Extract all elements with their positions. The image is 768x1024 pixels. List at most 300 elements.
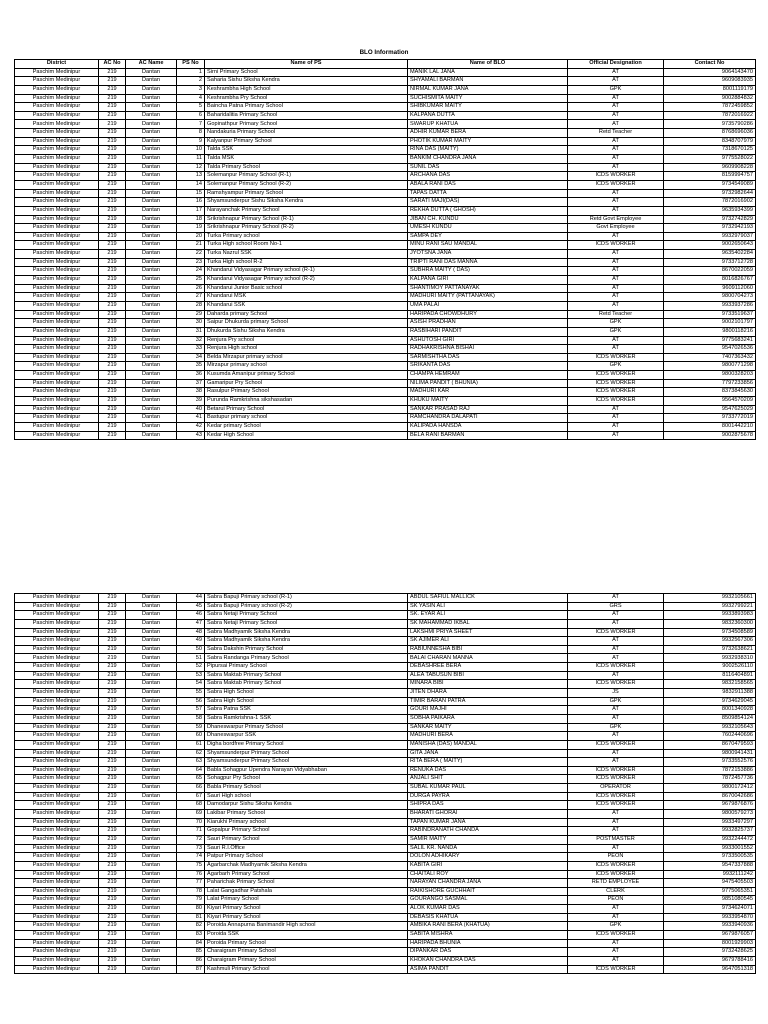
ps-no-cell: 44 (177, 594, 205, 603)
blo-name-cell: DOLON ADHIKARY (408, 853, 568, 862)
ac-no-cell: 219 (99, 362, 126, 371)
ac-name-cell: Dantan (126, 594, 177, 603)
ps-no-cell: 71 (177, 827, 205, 836)
ac-name-cell: Dantan (126, 163, 177, 172)
blo-name-cell: ALOK KUMAR DAS (408, 905, 568, 914)
ac-no-cell: 219 (99, 758, 126, 767)
ac-no-cell: 219 (99, 310, 126, 319)
contact-no-cell: 9932567306 (664, 637, 756, 646)
contact-no-cell: 9800941431 (664, 749, 756, 758)
blo-name-cell: KALPANA DUTTA (408, 111, 568, 120)
designation-cell: AT (568, 714, 664, 723)
table-row (15, 111, 756, 120)
ps-name-cell: Charaigram Primary School (205, 956, 408, 965)
table-row (15, 310, 756, 319)
table-row (15, 345, 756, 354)
designation-cell: Retd Govt Employee (568, 215, 664, 224)
contact-no-cell: 9775528022 (664, 155, 756, 164)
contact-no-cell: 9775683241 (664, 336, 756, 345)
table-row (15, 948, 756, 957)
district-cell: Paschim Medinipur (15, 896, 99, 905)
contact-no-cell: 8116404891 (664, 671, 756, 680)
contact-no-cell: 9002650643 (664, 241, 756, 250)
ac-name-cell: Dantan (126, 680, 177, 689)
designation-cell: GPK (568, 319, 664, 328)
ps-no-cell: 29 (177, 310, 205, 319)
blo-name-cell: RABINDRANATH CHANDA (408, 827, 568, 836)
table-row (15, 706, 756, 715)
contact-no-cell: 9800771298 (664, 362, 756, 371)
ps-no-cell: 39 (177, 396, 205, 405)
ac-name-cell: Dantan (126, 784, 177, 793)
ps-no-cell: 13 (177, 172, 205, 181)
ps-name-cell: Renjura Pry school (205, 336, 408, 345)
table-row (15, 758, 756, 767)
ac-no-cell: 219 (99, 250, 126, 259)
blo-name-cell: RADHAKRISHNA BISHAI (408, 345, 568, 354)
district-cell: Paschim Medinipur (15, 714, 99, 723)
ps-no-cell: 74 (177, 853, 205, 862)
contact-no-cell: 9832360300 (664, 619, 756, 628)
designation-cell: AT (568, 68, 664, 77)
ps-name-cell: Kalyanpur Primary School (205, 137, 408, 146)
district-cell: Paschim Medinipur (15, 146, 99, 155)
ac-no-cell: 219 (99, 103, 126, 112)
ac-name-cell: Dantan (126, 180, 177, 189)
designation-cell: AT (568, 250, 664, 259)
designation-cell: ICDS WORKER (568, 861, 664, 870)
designation-cell: AT (568, 111, 664, 120)
ps-name-cell: Lalat Gangadhar Patshala (205, 887, 408, 896)
ac-name-cell: Dantan (126, 258, 177, 267)
contact-no-cell: 9734549089 (664, 180, 756, 189)
ac-name-cell: Dantan (126, 671, 177, 680)
designation-cell: AT (568, 276, 664, 285)
district-cell: Paschim Medinipur (15, 94, 99, 103)
table-row (15, 224, 756, 233)
ac-name-cell: Dantan (126, 801, 177, 810)
table-row (15, 965, 756, 974)
header-ac-no: AC No (99, 60, 126, 69)
ps-no-cell: 78 (177, 887, 205, 896)
ac-no-cell: 219 (99, 714, 126, 723)
table-row (15, 784, 756, 793)
district-cell: Paschim Medinipur (15, 844, 99, 853)
ac-name-cell: Dantan (126, 706, 177, 715)
designation-cell: AT (568, 103, 664, 112)
designation-cell: AT (568, 198, 664, 207)
table-row (15, 835, 756, 844)
table-row (15, 645, 756, 654)
ac-no-cell: 219 (99, 844, 126, 853)
ac-no-cell: 219 (99, 930, 126, 939)
ac-name-cell: Dantan (126, 775, 177, 784)
table-row (15, 714, 756, 723)
designation-cell: GPK (568, 327, 664, 336)
ac-no-cell: 219 (99, 224, 126, 233)
ac-no-cell: 219 (99, 293, 126, 302)
table-row (15, 619, 756, 628)
contact-no-cell: 9064143470 (664, 68, 756, 77)
table-row (15, 818, 756, 827)
district-cell: Paschim Medinipur (15, 422, 99, 431)
ac-no-cell: 219 (99, 94, 126, 103)
ac-no-cell: 219 (99, 284, 126, 293)
ps-name-cell: Talda SSK (205, 146, 408, 155)
ac-name-cell: Dantan (126, 663, 177, 672)
ac-name-cell: Dantan (126, 77, 177, 86)
ps-name-cell: Baincha Patna Primary School (205, 103, 408, 112)
blo-name-cell: SUBAL KUMAR PAUL (408, 784, 568, 793)
ps-no-cell: 50 (177, 645, 205, 654)
ps-no-cell: 16 (177, 198, 205, 207)
table-row (15, 250, 756, 259)
table-row (15, 939, 756, 948)
table-row (15, 94, 756, 103)
district-cell: Paschim Medinipur (15, 137, 99, 146)
table-row (15, 913, 756, 922)
ac-no-cell: 219 (99, 956, 126, 965)
ac-name-cell: Dantan (126, 310, 177, 319)
ac-no-cell: 219 (99, 827, 126, 836)
table-row (15, 146, 756, 155)
blo-name-cell: ABALA RANI DAS (408, 180, 568, 189)
designation-cell: AT (568, 956, 664, 965)
district-cell: Paschim Medinipur (15, 930, 99, 939)
ps-name-cell: Turka High school Room No-1 (205, 241, 408, 250)
ac-name-cell: Dantan (126, 602, 177, 611)
district-cell: Paschim Medinipur (15, 637, 99, 646)
designation-cell: ICDS WORKER (568, 379, 664, 388)
district-cell: Paschim Medinipur (15, 922, 99, 931)
contact-no-cell: 9733519637 (664, 310, 756, 319)
ps-name-cell: Saharia Sishu Siksha Kendra (205, 77, 408, 86)
ac-name-cell: Dantan (126, 422, 177, 431)
blo-name-cell: DEBASHREE BERA (408, 663, 568, 672)
district-cell: Paschim Medinipur (15, 68, 99, 77)
ac-no-cell: 219 (99, 120, 126, 129)
ps-no-cell: 20 (177, 232, 205, 241)
contact-no-cell: 9609112060 (664, 284, 756, 293)
ps-name-cell: Patpur Primary School (205, 853, 408, 862)
contact-no-cell: 9932105661 (664, 594, 756, 603)
ps-no-cell: 67 (177, 792, 205, 801)
ps-no-cell: 75 (177, 861, 205, 870)
designation-cell: AT (568, 431, 664, 440)
blo-name-cell: TAPAN KUMAR JANA (408, 818, 568, 827)
contact-no-cell: 9932938310 (664, 654, 756, 663)
table-row (15, 85, 756, 94)
contact-no-cell: 8768696036 (664, 129, 756, 138)
ps-name-cell: Nandakuria Primary School (205, 129, 408, 138)
ps-no-cell: 33 (177, 345, 205, 354)
ac-no-cell: 219 (99, 853, 126, 862)
ps-name-cell: Purunda Ramkrishna sikshasadan (205, 396, 408, 405)
contact-no-cell: 9635402284 (664, 250, 756, 259)
ps-no-cell: 52 (177, 663, 205, 672)
table-row (15, 362, 756, 371)
designation-cell: AT (568, 163, 664, 172)
ac-name-cell: Dantan (126, 930, 177, 939)
ps-name-cell: Ramshyampur Primary School (205, 189, 408, 198)
table-row (15, 163, 756, 172)
district-cell: Paschim Medinipur (15, 319, 99, 328)
ps-no-cell: 2 (177, 77, 205, 86)
district-cell: Paschim Medinipur (15, 775, 99, 784)
table-row (15, 77, 756, 86)
district-cell: Paschim Medinipur (15, 706, 99, 715)
contact-no-cell: 9933893983 (664, 611, 756, 620)
ps-name-cell: Sabra Dakshin Primary School (205, 645, 408, 654)
designation-cell: AT (568, 611, 664, 620)
ps-no-cell: 45 (177, 602, 205, 611)
designation-cell: AT (568, 758, 664, 767)
ac-no-cell: 219 (99, 68, 126, 77)
table-row (15, 198, 756, 207)
blo-name-cell: BALAI CHARAN MANNA (408, 654, 568, 663)
district-cell: Paschim Medinipur (15, 129, 99, 138)
ac-no-cell: 219 (99, 422, 126, 431)
ac-no-cell: 219 (99, 939, 126, 948)
ac-no-cell: 219 (99, 818, 126, 827)
district-cell: Paschim Medinipur (15, 224, 99, 233)
ac-name-cell: Dantan (126, 336, 177, 345)
table-row (15, 276, 756, 285)
district-cell: Paschim Medinipur (15, 198, 99, 207)
blo-name-cell: MANIK LAL JANA (408, 68, 568, 77)
district-cell: Paschim Medinipur (15, 663, 99, 672)
contact-no-cell: 8001442210 (664, 422, 756, 431)
contact-no-cell: 9933937286 (664, 301, 756, 310)
table-row (15, 905, 756, 914)
contact-no-cell: 9732638621 (664, 645, 756, 654)
ps-no-cell: 12 (177, 163, 205, 172)
ac-name-cell: Dantan (126, 103, 177, 112)
district-cell: Paschim Medinipur (15, 913, 99, 922)
designation-cell: AT (568, 818, 664, 827)
ac-no-cell: 219 (99, 896, 126, 905)
designation-cell: AT (568, 422, 664, 431)
ac-no-cell: 219 (99, 189, 126, 198)
ps-no-cell: 82 (177, 922, 205, 931)
ps-no-cell: 4 (177, 94, 205, 103)
blo-name-cell: HARIPADA BHUNIA (408, 939, 568, 948)
ac-name-cell: Dantan (126, 345, 177, 354)
ac-name-cell: Dantan (126, 68, 177, 77)
designation-cell: GPK (568, 723, 664, 732)
ps-name-cell: Sabra Madhyamik Siksha Kendra (205, 637, 408, 646)
ps-no-cell: 22 (177, 250, 205, 259)
contact-no-cell: 7797233856 (664, 379, 756, 388)
contact-no-cell: 9002101797 (664, 319, 756, 328)
ps-no-cell: 81 (177, 913, 205, 922)
blo-name-cell: RENUKA DAS (408, 766, 568, 775)
district-cell: Paschim Medinipur (15, 267, 99, 276)
ac-name-cell: Dantan (126, 146, 177, 155)
contact-no-cell: 9933954870 (664, 913, 756, 922)
district-cell: Paschim Medinipur (15, 628, 99, 637)
ps-no-cell: 7 (177, 120, 205, 129)
blo-name-cell: SUBHRA MAITY ( DAS) (408, 267, 568, 276)
district-cell: Paschim Medinipur (15, 611, 99, 620)
contact-no-cell: 9734624071 (664, 905, 756, 914)
contact-no-cell: 8016826767 (664, 276, 756, 285)
ac-no-cell: 219 (99, 671, 126, 680)
blo-name-cell: JITEN DHARA (408, 689, 568, 698)
ps-name-cell: Khandarui SSK (205, 301, 408, 310)
table-row (15, 628, 756, 637)
district-cell: Paschim Medinipur (15, 749, 99, 758)
ac-name-cell: Dantan (126, 637, 177, 646)
ps-name-cell: Agarbarchak Madhyamik Siksha Kendra (205, 861, 408, 870)
ps-no-cell: 11 (177, 155, 205, 164)
district-cell: Paschim Medinipur (15, 801, 99, 810)
ps-no-cell: 51 (177, 654, 205, 663)
blo-name-cell: UMESH KUNDU (408, 224, 568, 233)
blo-name-cell: KALPANA GIRI (408, 276, 568, 285)
header-name-of-blo: Name of BLO (408, 60, 568, 69)
district-cell: Paschim Medinipur (15, 327, 99, 336)
ps-name-cell: Kiyari Primary School (205, 905, 408, 914)
ps-name-cell: Belda Mirzapur primary school (205, 353, 408, 362)
ac-no-cell: 219 (99, 611, 126, 620)
ps-name-cell: Sabra High School (205, 689, 408, 698)
blo-name-cell: ADHIR KUMAR BERA (408, 129, 568, 138)
ac-name-cell: Dantan (126, 810, 177, 819)
contact-no-cell: 9635934399 (664, 206, 756, 215)
designation-cell: GPK (568, 85, 664, 94)
designation-cell: AT (568, 645, 664, 654)
table-row (15, 792, 756, 801)
table-row (15, 922, 756, 931)
ps-name-cell: Gopalpur Primary School (205, 827, 408, 836)
ps-name-cell: Saipur Dhukurda primary School (205, 319, 408, 328)
table-row (15, 301, 756, 310)
ac-name-cell: Dantan (126, 956, 177, 965)
ac-name-cell: Dantan (126, 224, 177, 233)
ps-name-cell: Sabra Bapuji Primary school (R-2) (205, 602, 408, 611)
ac-no-cell: 219 (99, 749, 126, 758)
district-cell: Paschim Medinipur (15, 206, 99, 215)
ac-no-cell: 219 (99, 801, 126, 810)
ps-name-cell: Turka High school R-2 (205, 258, 408, 267)
ac-no-cell: 219 (99, 371, 126, 380)
designation-cell: AT (568, 732, 664, 741)
table-row (15, 241, 756, 250)
ps-name-cell: Khandarui Vidyasagar Primary school (R-2) (205, 276, 408, 285)
ac-name-cell: Dantan (126, 628, 177, 637)
header-contact-no: Contact No (664, 60, 756, 69)
contact-no-cell: 9475405503 (664, 879, 756, 888)
blo-name-cell: SARMISHTHA DAS (408, 353, 568, 362)
blo-name-cell: NIRMAL KUMAR JANA (408, 85, 568, 94)
ac-name-cell: Dantan (126, 241, 177, 250)
designation-cell: OPERATOR (568, 784, 664, 793)
ac-no-cell: 219 (99, 723, 126, 732)
table-row (15, 206, 756, 215)
district-cell: Paschim Medinipur (15, 827, 99, 836)
ac-name-cell: Dantan (126, 353, 177, 362)
ac-no-cell: 219 (99, 922, 126, 931)
blo-name-cell: KABITA GIRI (408, 861, 568, 870)
blo-name-cell: GOURI MAJHI (408, 706, 568, 715)
ac-no-cell: 219 (99, 353, 126, 362)
table-row (15, 766, 756, 775)
designation-cell: ICDS WORKER (568, 353, 664, 362)
ac-no-cell: 219 (99, 336, 126, 345)
district-cell: Paschim Medinipur (15, 111, 99, 120)
ac-no-cell: 219 (99, 861, 126, 870)
ps-no-cell: 15 (177, 189, 205, 198)
contact-no-cell: 7872153886 (664, 766, 756, 775)
blo-name-cell: RABIUNNESHA BIBI (408, 645, 568, 654)
table-row (15, 611, 756, 620)
ps-no-cell: 6 (177, 111, 205, 120)
district-cell: Paschim Medinipur (15, 879, 99, 888)
district-cell: Paschim Medinipur (15, 905, 99, 914)
table-row (15, 861, 756, 870)
ps-name-cell: Sabra Ramkrishna-1 SSK (205, 714, 408, 723)
ps-name-cell: Sirni Primary School (205, 68, 408, 77)
table-row (15, 103, 756, 112)
blo-name-cell: ASISH PRADHAN (408, 319, 568, 328)
designation-cell: AT (568, 293, 664, 302)
district-cell: Paschim Medinipur (15, 939, 99, 948)
table-row (15, 775, 756, 784)
ps-no-cell: 28 (177, 301, 205, 310)
district-cell: Paschim Medinipur (15, 293, 99, 302)
table-row (15, 637, 756, 646)
blo-name-cell: MADHURI MAITY (PATTANAYAK) (408, 293, 568, 302)
designation-cell: ICDS WORKER (568, 172, 664, 181)
blo-table-top (14, 59, 756, 440)
district-cell: Paschim Medinipur (15, 172, 99, 181)
district-cell: Paschim Medinipur (15, 276, 99, 285)
ps-name-cell: Poroida SSK (205, 930, 408, 939)
district-cell: Paschim Medinipur (15, 362, 99, 371)
contact-no-cell: 9735790286 (664, 120, 756, 129)
ac-name-cell: Dantan (126, 697, 177, 706)
ps-no-cell: 25 (177, 276, 205, 285)
ac-no-cell: 219 (99, 327, 126, 336)
table-row (15, 697, 756, 706)
table-row (15, 844, 756, 853)
blo-name-cell: KALIPADA HANSDA (408, 422, 568, 431)
designation-cell: ICDS WORKER (568, 801, 664, 810)
ac-name-cell: Dantan (126, 645, 177, 654)
ps-name-cell: Sabra Maktab Primary School (205, 680, 408, 689)
designation-cell: ICDS WORKER (568, 792, 664, 801)
ps-name-cell: Solemanpur Primary School (R-1) (205, 172, 408, 181)
blo-name-cell: ALEA TABUSUN BIBI (408, 671, 568, 680)
table-row (15, 602, 756, 611)
ps-name-cell: Betarui Primary School (205, 405, 408, 414)
table-row (15, 172, 756, 181)
ps-no-cell: 18 (177, 215, 205, 224)
table-row (15, 353, 756, 362)
contact-no-cell: 9832911388 (664, 689, 756, 698)
ps-no-cell: 76 (177, 870, 205, 879)
ps-name-cell: Keshrambha Pry School (205, 94, 408, 103)
designation-cell: AT (568, 120, 664, 129)
ac-name-cell: Dantan (126, 327, 177, 336)
district-cell: Paschim Medinipur (15, 645, 99, 654)
ac-name-cell: Dantan (126, 414, 177, 423)
contact-no-cell: 9564570209 (664, 396, 756, 405)
blo-name-cell: UMA PALAI (408, 301, 568, 310)
ps-name-cell: Sabra Netaji Primary School (205, 619, 408, 628)
ps-name-cell: Keshrambha High School (205, 85, 408, 94)
